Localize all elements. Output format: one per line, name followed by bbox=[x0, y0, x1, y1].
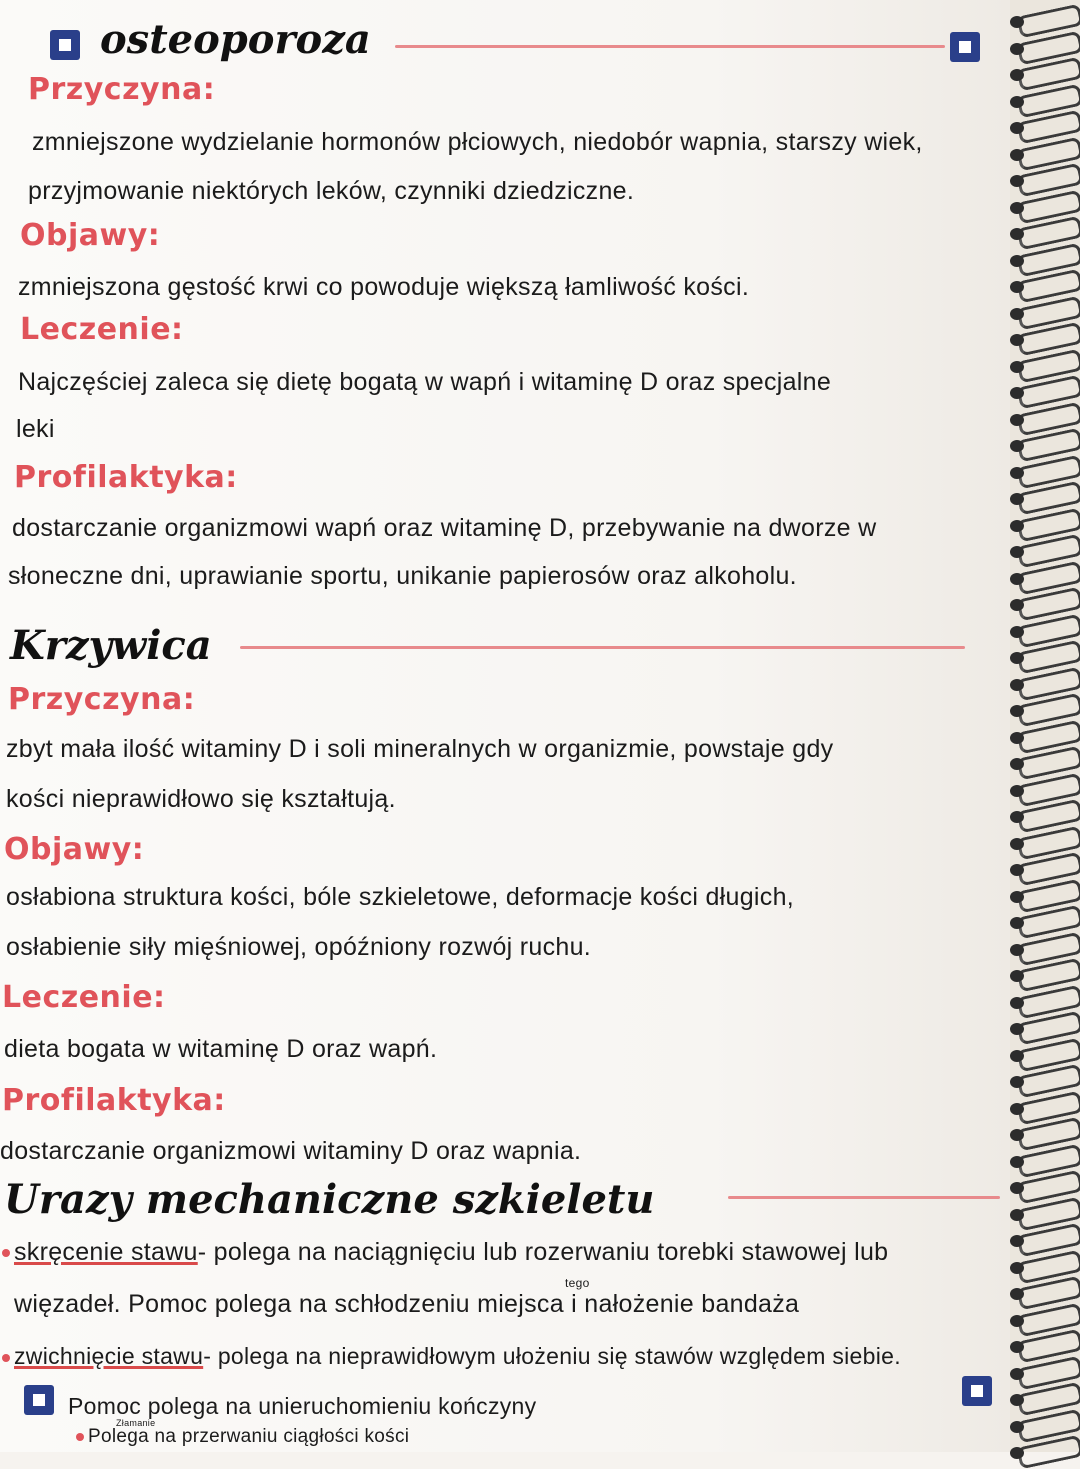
text-line: kości nieprawidłowo się kształtują. bbox=[6, 785, 396, 813]
punch-hole bbox=[1010, 228, 1024, 240]
corner-marker-icon bbox=[50, 30, 80, 60]
text-line: zbyt mała ilość witaminy D i soli mineralnych w organizmie, powstaje gdy bbox=[6, 735, 834, 763]
punch-hole bbox=[1010, 16, 1024, 28]
divider bbox=[240, 646, 965, 649]
punch-hole bbox=[1010, 679, 1024, 691]
punch-hole bbox=[1010, 1262, 1024, 1274]
punch-hole bbox=[1010, 1288, 1024, 1300]
text-line: Najczęściej zaleca się dietę bogatą w wapń i witaminę D oraz specjalne bbox=[18, 368, 832, 396]
punch-hole bbox=[1010, 785, 1024, 797]
punch-hole bbox=[1010, 69, 1024, 81]
text-line: dieta bogata w witaminę D oraz wapń. bbox=[4, 1035, 438, 1063]
text-line: przyjmowanie niektórych leków, czynniki dziedziczne. bbox=[28, 177, 635, 205]
bullet-fracture bbox=[76, 1426, 409, 1448]
text-line: więzadeł. Pomoc polega na schłodzeniu miejsca i nałożenie bandaża bbox=[14, 1290, 800, 1318]
punch-hole bbox=[1010, 758, 1024, 770]
punch-hole bbox=[1010, 811, 1024, 823]
insertion-note: tego bbox=[565, 1276, 590, 1290]
punch-hole bbox=[1010, 334, 1024, 346]
punch-hole bbox=[1010, 1421, 1024, 1433]
bullet-sprain bbox=[2, 1238, 888, 1267]
punch-hole bbox=[1010, 1394, 1024, 1406]
heading-treatment: Leczenie: bbox=[20, 312, 184, 347]
heading-cause: Przyczyna: bbox=[28, 72, 216, 107]
divider bbox=[728, 1196, 1000, 1199]
punch-hole bbox=[1010, 1182, 1024, 1194]
text-line: osłabienie siły mięśniowej, opóźniony rozwój ruchu. bbox=[6, 933, 592, 961]
punch-hole bbox=[1010, 864, 1024, 876]
heading-symptoms: Objawy: bbox=[20, 218, 161, 253]
punch-hole bbox=[1010, 175, 1024, 187]
sprain-text: - polega na naciągnięciu lub rozerwaniu torebki stawowej lub bbox=[197, 1238, 889, 1266]
section-title-osteoporoza: osteoporoza bbox=[100, 16, 371, 63]
punch-hole bbox=[1010, 149, 1024, 161]
text-line: leki bbox=[16, 415, 55, 443]
punch-hole bbox=[1010, 997, 1024, 1009]
corner-marker-icon bbox=[962, 1376, 992, 1406]
text-line: zmniejszone wydzielanie hormonów płciowych, niedobór wapnia, starszy wiek, bbox=[32, 128, 923, 156]
bullet-icon bbox=[2, 1249, 10, 1257]
punch-hole bbox=[1010, 573, 1024, 585]
punch-hole bbox=[1010, 917, 1024, 929]
heading-symptoms: Objawy: bbox=[4, 832, 145, 867]
punch-hole bbox=[1010, 732, 1024, 744]
punch-hole bbox=[1010, 202, 1024, 214]
punch-hole bbox=[1010, 1103, 1024, 1115]
punch-hole bbox=[1010, 705, 1024, 717]
punch-hole bbox=[1010, 546, 1024, 558]
punch-hole bbox=[1010, 520, 1024, 532]
punch-hole bbox=[1010, 652, 1024, 664]
punch-hole bbox=[1010, 891, 1024, 903]
text-line: Pomoc polega na unieruchomieniu kończyny bbox=[68, 1393, 537, 1419]
text-line: dostarczanie organizmowi witaminy D oraz wapnia. bbox=[0, 1137, 582, 1165]
punch-hole bbox=[1010, 1368, 1024, 1380]
punch-hole bbox=[1010, 43, 1024, 55]
text-line: zmniejszona gęstość krwi co powoduje większą łamliwość kości. bbox=[18, 273, 750, 301]
punch-hole bbox=[1010, 281, 1024, 293]
spiral-binding bbox=[1010, 0, 1080, 1452]
punch-hole bbox=[1010, 122, 1024, 134]
heading-prevention: Profilaktyka: bbox=[14, 460, 238, 495]
punch-hole bbox=[1010, 599, 1024, 611]
bullet-icon bbox=[76, 1433, 84, 1441]
punch-hole bbox=[1010, 414, 1024, 426]
punch-hole bbox=[1010, 308, 1024, 320]
corner-marker-icon bbox=[24, 1385, 54, 1415]
text-line: osłabiona struktura kości, bóle szkieletowe, deformacje kości długich, bbox=[6, 883, 795, 911]
punch-hole bbox=[1010, 1076, 1024, 1088]
text-line: dostarczanie organizmowi wapń oraz witaminę D, przebywanie na dworze w bbox=[12, 514, 877, 542]
punch-hole bbox=[1010, 467, 1024, 479]
term-dislocation: zwichnięcie stawu bbox=[14, 1343, 204, 1369]
bullet-dislocation bbox=[2, 1343, 901, 1370]
punch-hole bbox=[1010, 255, 1024, 267]
punch-hole bbox=[1010, 1447, 1024, 1459]
punch-hole bbox=[1010, 387, 1024, 399]
divider bbox=[395, 45, 945, 48]
dislocation-text: - polega na nieprawidłowym ułożeniu się stawów względem siebie. bbox=[203, 1343, 901, 1369]
bullet-icon bbox=[2, 1354, 10, 1362]
section-title-krzywica: Krzywica bbox=[10, 622, 212, 669]
fracture-text: Polega na przerwaniu ciągłości kości bbox=[88, 1426, 410, 1447]
punch-hole bbox=[1010, 96, 1024, 108]
punch-hole bbox=[1010, 1235, 1024, 1247]
corner-marker-icon bbox=[950, 32, 980, 62]
fracture-label: Złamanie bbox=[116, 1418, 156, 1428]
punch-hole bbox=[1010, 1050, 1024, 1062]
section-title-urazy: Urazy mechaniczne szkieletu bbox=[4, 1176, 655, 1223]
punch-hole bbox=[1010, 944, 1024, 956]
punch-hole bbox=[1010, 1129, 1024, 1141]
punch-hole bbox=[1010, 1341, 1024, 1353]
punch-hole bbox=[1010, 970, 1024, 982]
punch-hole bbox=[1010, 493, 1024, 505]
punch-hole bbox=[1010, 1156, 1024, 1168]
heading-prevention: Profilaktyka: bbox=[2, 1083, 226, 1118]
punch-hole bbox=[1010, 1315, 1024, 1327]
heading-treatment: Leczenie: bbox=[2, 980, 166, 1015]
heading-cause: Przyczyna: bbox=[8, 682, 196, 717]
punch-hole bbox=[1010, 1023, 1024, 1035]
text-line: słoneczne dni, uprawianie sportu, unikanie papierosów oraz alkoholu. bbox=[8, 562, 797, 590]
punch-hole bbox=[1010, 440, 1024, 452]
punch-hole bbox=[1010, 626, 1024, 638]
punch-hole bbox=[1010, 1209, 1024, 1221]
punch-hole bbox=[1010, 838, 1024, 850]
term-sprain: skręcenie stawu bbox=[14, 1238, 198, 1266]
punch-hole bbox=[1010, 361, 1024, 373]
